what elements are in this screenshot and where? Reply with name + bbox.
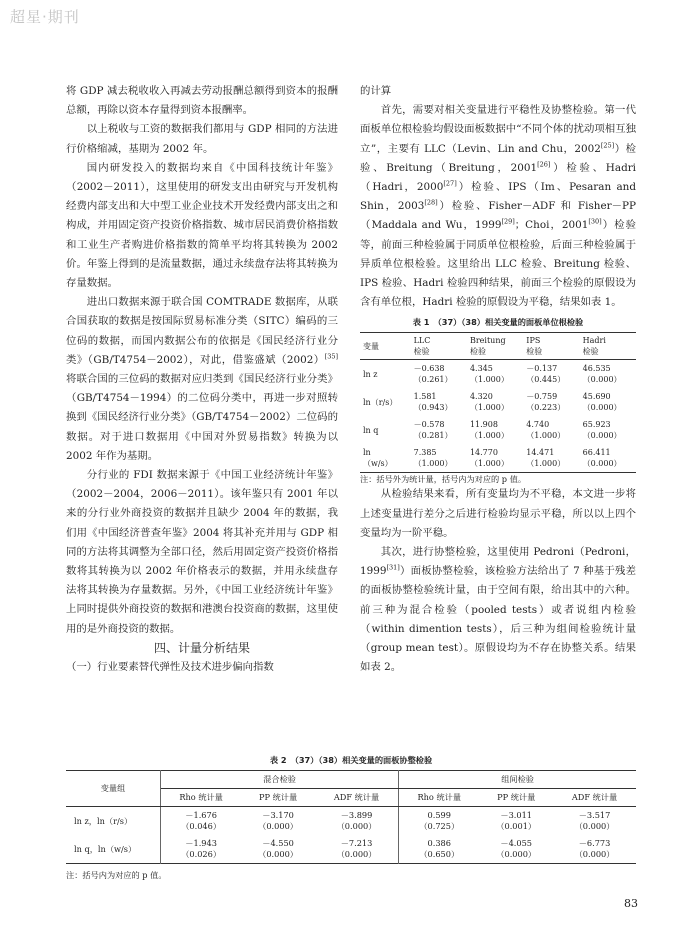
stat-value: 0.386 bbox=[427, 838, 451, 848]
p-value: （0.261） bbox=[413, 375, 453, 385]
stat-value: －4.055 bbox=[500, 838, 533, 848]
p-value: （0.000） bbox=[336, 849, 377, 859]
table-cell bbox=[523, 444, 579, 473]
p-value: （0.650） bbox=[419, 849, 460, 859]
p-value: （0.000） bbox=[258, 849, 298, 859]
citation: [31] bbox=[386, 563, 400, 572]
table-cell bbox=[161, 807, 242, 836]
p-value: （0.281） bbox=[413, 431, 453, 441]
text-span: ；Choi，2001 bbox=[514, 219, 589, 232]
stat-value: 46.535 bbox=[582, 364, 611, 374]
p-value: （1.000） bbox=[526, 431, 566, 441]
table-header: PP 统计量 bbox=[479, 789, 553, 807]
p-value: （0.725） bbox=[419, 821, 460, 831]
table-header: Rho 统计量 bbox=[399, 789, 480, 807]
paragraph: 以上税收与工资的数据我们都用与 GDP 相同的方法进行价格缩减，基期为 2002 年。 bbox=[66, 123, 338, 155]
p-value: （1.000） bbox=[526, 459, 566, 469]
table-row bbox=[360, 444, 636, 473]
stat-value: －0.759 bbox=[526, 392, 558, 402]
table1 bbox=[360, 332, 636, 473]
table-cell bbox=[411, 360, 467, 389]
table1-note: 注：括号外为统计量，括号内为对应的 p 值。 bbox=[360, 474, 527, 485]
stat-value: 45.690 bbox=[582, 392, 611, 402]
text-span: ）面板协整检验，该检验方法给出了 7 种基于残差的面板协整检验统计量，由于空间有限，给出其中的六种。前三种为混合检验（pooled tests）或者说组内检验（within dimention tests），后三种为组间检验统计量（group mean test）。原假设均为不存在协整关系。结果如表 2。 bbox=[360, 565, 636, 674]
table2-caption: 表 2 （37）（38）相关变量的面板协整检验 bbox=[269, 755, 433, 765]
table-cell bbox=[580, 416, 636, 444]
p-value: （1.000） bbox=[469, 459, 509, 469]
page-number: 83 bbox=[624, 897, 638, 910]
p-value: （0.445） bbox=[526, 375, 566, 385]
p-value: （0.223） bbox=[526, 403, 566, 413]
p-value: （0.000） bbox=[258, 821, 298, 831]
table-cell bbox=[523, 416, 579, 444]
table-cell: ln z bbox=[363, 369, 378, 379]
table-group-header: 混合检验 bbox=[161, 771, 399, 789]
stat-value: －1.943 bbox=[185, 838, 217, 848]
p-value: （0.000） bbox=[582, 431, 622, 441]
table-header: Rho 统计量 bbox=[161, 789, 242, 807]
citation: [25] bbox=[600, 141, 615, 150]
paragraph bbox=[360, 101, 636, 312]
p-value: （0.943） bbox=[413, 403, 453, 413]
p-value: （0.000） bbox=[496, 849, 537, 859]
table-cell bbox=[467, 416, 523, 444]
stat-value: 66.411 bbox=[582, 448, 611, 458]
stat-value: 0.599 bbox=[427, 810, 451, 820]
p-value: （0.000） bbox=[582, 459, 622, 469]
section-title: 四、计量分析结果 bbox=[153, 640, 250, 655]
table-header: ADF 统计量 bbox=[553, 789, 636, 807]
text-span: 将联合国的三位码的数据对应归类到《国民经济行业分类》（GB/T4754－1994）的二位码分类中，再进一步对照转换到《国民经济行业分类》（GB/T4754－2002）二位码的数据。对于进口数据用《中国对外贸易指数》转换为以 2002 年作为基期。 bbox=[66, 373, 338, 462]
text-span: ）检验、Breitung（Breitung，2001 bbox=[360, 142, 636, 174]
stat-value: －3.011 bbox=[500, 810, 533, 820]
table-cell: ln z，ln（r/s） bbox=[66, 807, 161, 836]
table-cell bbox=[553, 835, 636, 864]
right-column bbox=[360, 82, 636, 677]
table-cell bbox=[580, 444, 636, 473]
paragraph bbox=[66, 293, 338, 466]
table-cell bbox=[580, 388, 636, 416]
stat-value: －0.137 bbox=[526, 364, 558, 374]
p-value: （0.000） bbox=[582, 375, 622, 385]
table-row bbox=[360, 416, 636, 444]
table-header: Hadri 检验 bbox=[580, 333, 636, 360]
table-header: 变量组 bbox=[66, 771, 161, 807]
table-cell bbox=[580, 360, 636, 389]
table-header: ADF 统计量 bbox=[315, 789, 399, 807]
table-header: PP 统计量 bbox=[241, 789, 315, 807]
table-row bbox=[66, 835, 636, 864]
citation: [26] bbox=[537, 160, 551, 169]
table-cell bbox=[523, 388, 579, 416]
stat-value: －0.578 bbox=[413, 420, 445, 430]
table-cell bbox=[523, 360, 579, 389]
watermark: 超星·期刊 bbox=[10, 8, 80, 26]
table-row bbox=[360, 360, 636, 389]
stat-value: －7.213 bbox=[340, 838, 373, 848]
stat-value: －6.773 bbox=[578, 838, 611, 848]
text-span: 首先，需要对相关变量进行平稳性及协整检验。第一代面板单位根检验均假设面板数据中“不同个体的扰动项相互独立”，主要有 LLC（Levin、Lin and Chu，2002 bbox=[360, 104, 636, 155]
p-value: （1.000） bbox=[413, 459, 453, 469]
table-row bbox=[360, 388, 636, 416]
table-header: LLC 检验 bbox=[411, 333, 467, 360]
stat-value: 4.320 bbox=[469, 392, 493, 402]
stat-value: 4.345 bbox=[469, 364, 493, 374]
table-cell bbox=[399, 835, 480, 864]
p-value: （0.046） bbox=[181, 821, 222, 831]
table-cell bbox=[315, 835, 399, 864]
stat-value: 14.770 bbox=[469, 448, 498, 458]
paragraph: 分行业的 FDI 数据来源于《中国工业经济统计年鉴》（2002－2004，2006－2011）。该年鉴只有 2001 年以来的分行业外商投资的数据并且缺少 2004 年的数据，我们用《中国经济普查年鉴》2004 将其补充并用与 GDP 相同的方法将其调整为全部口径，然后用固定资产投资价格指数将其转换为以 2002 年价格表示的数据，并用永续盘存法将其转换为存量数据。另外，《中国工业经济统计年鉴》上同时提供外商投资的数据和港澳台投资商的数据，这里使用的是外商投资的数据。 bbox=[66, 469, 338, 635]
table2-note: 注：括号内为对应的 p 值。 bbox=[66, 870, 167, 880]
p-value: （0.001） bbox=[496, 821, 537, 831]
text-span: ）检验、Fisher－ADF 和 Fisher－PP（Maddala and Wu，1999 bbox=[360, 200, 636, 232]
left-column bbox=[66, 82, 338, 677]
table-cell bbox=[479, 835, 553, 864]
p-value: （1.000） bbox=[469, 375, 509, 385]
p-value: （0.026） bbox=[181, 849, 222, 859]
stat-value: －1.676 bbox=[185, 810, 217, 820]
table-cell bbox=[411, 388, 467, 416]
stat-value: 14.471 bbox=[526, 448, 555, 458]
stat-value: 7.385 bbox=[413, 448, 437, 458]
paragraph: 从检验结果来看，所有变量均为不平稳，本文进一步将上述变量进行差分之后进行检验均显示平稳，所以以上四个变量均为一阶平稳。 bbox=[360, 488, 636, 539]
paragraph bbox=[360, 543, 636, 677]
table-cell: ln q，ln（w/s） bbox=[66, 835, 161, 864]
table-header: 变量 bbox=[360, 333, 411, 360]
stat-value: －0.638 bbox=[413, 364, 445, 374]
citation: [27] bbox=[443, 179, 457, 188]
table-cell bbox=[315, 807, 399, 836]
stat-value: －3.899 bbox=[340, 810, 373, 820]
citation: [35] bbox=[324, 352, 338, 361]
citation: [29] bbox=[501, 217, 515, 226]
citation: [28] bbox=[424, 198, 438, 207]
table-cell bbox=[241, 835, 315, 864]
table-cell bbox=[411, 444, 467, 473]
table-header: Breitung 检验 bbox=[467, 333, 523, 360]
text-span: ）检验、IPS（Im、Pesaran and Shin，2003 bbox=[360, 181, 636, 213]
table-cell bbox=[553, 807, 636, 836]
table-cell bbox=[479, 807, 553, 836]
stat-value: －3.517 bbox=[578, 810, 611, 820]
table-cell bbox=[411, 416, 467, 444]
table-cell bbox=[467, 388, 523, 416]
table-cell bbox=[241, 807, 315, 836]
table-group-header: 组间检验 bbox=[399, 771, 636, 789]
text-span: 其次，进行协整检验，这里使用 Pedroni（Pedroni，1999 bbox=[360, 546, 636, 578]
table-header: IPS 检验 bbox=[523, 333, 579, 360]
table2 bbox=[66, 770, 636, 864]
stat-value: －4.550 bbox=[262, 838, 294, 848]
stat-value: 1.581 bbox=[413, 392, 437, 402]
table-cell bbox=[467, 444, 523, 473]
text-span: 进出口数据来源于联合国 COMTRADE 数据库，从联合国获取的数据是按国际贸易标准分类（SITC）编码的三位码的数据，而国内数据公布的依据是《国民经济行业分类》（GB/T4754－2002），对此，借鉴盛斌（2002） bbox=[66, 296, 338, 366]
text-span: ）检验等，前面三种检验属于同质单位根检验，后面三种检验属于异质单位根检验。这里给出 LLC 检验、Breitung 检验、IPS 检验、Hadri 检验四种结果，前面三个检验的原假设为含有单位根，Hadri 检验的原假设为平稳，结果如表 1。 bbox=[360, 219, 637, 309]
stat-value: 11.908 bbox=[469, 420, 498, 430]
table-row bbox=[66, 807, 636, 836]
table-cell bbox=[399, 807, 480, 836]
p-value: （1.000） bbox=[469, 403, 509, 413]
paragraph: 国内研发投入的数据均来自《中国科技统计年鉴》（2002－2011），这里使用的研发支出由研究与开发机构经费内部支出和大中型工业企业技术开发经费内部支出之和构成，并用固定资产投资价格指数、城市居民消费价格指数和工业生产者购进价格指数的简单平均将其转换为 2002 价。年鉴上得到的是流量数据，通过永续盘存法将其转换为存量数据。 bbox=[66, 161, 338, 290]
table2-block bbox=[66, 750, 636, 881]
paragraph: 的计算 bbox=[360, 85, 392, 97]
text-span: ）检验、Hadri（Hadri，2000 bbox=[360, 161, 637, 194]
p-value: （0.000） bbox=[574, 821, 615, 831]
citation: [30] bbox=[588, 217, 602, 226]
p-value: （0.000） bbox=[574, 849, 615, 859]
p-value: （1.000） bbox=[469, 431, 509, 441]
table1-caption: 表 1 （37）（38）相关变量的面板单位根检验 bbox=[412, 317, 584, 328]
stat-value: 4.740 bbox=[526, 420, 550, 430]
paragraph: 将 GDP 减去税收收入再减去劳动报酬总额得到资本的报酬总额，再除以资本存量得到资本报酬率。 bbox=[66, 85, 338, 117]
subsection-title: （一）行业要素替代弹性及技术进步偏向指数 bbox=[66, 661, 274, 674]
table-cell bbox=[161, 835, 242, 864]
stat-value: －3.170 bbox=[262, 810, 294, 820]
p-value: （0.000） bbox=[336, 821, 377, 831]
table-cell: ln（r/s） bbox=[363, 397, 398, 407]
table-cell: ln q bbox=[363, 425, 379, 435]
table-cell bbox=[467, 360, 523, 389]
table-cell: ln （w/s） bbox=[363, 448, 393, 469]
stat-value: 65.923 bbox=[582, 420, 611, 430]
p-value: （0.000） bbox=[582, 403, 622, 413]
